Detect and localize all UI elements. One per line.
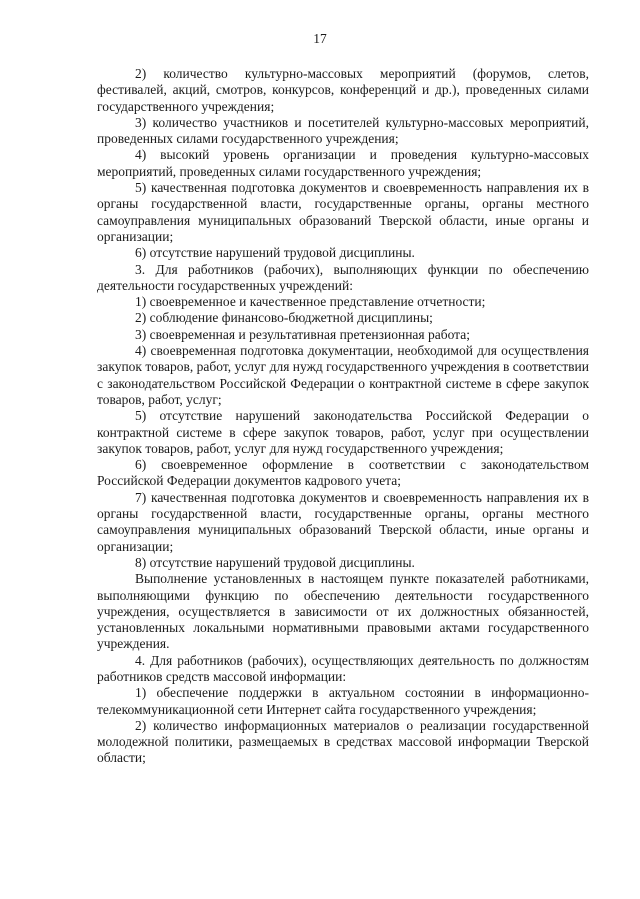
paragraph: 6) своевременное оформление в соответствии с законодательством Российской Федерации документов кадрового учета; <box>97 457 589 489</box>
paragraph: 2) количество культурно-массовых мероприятий (форумов, слетов, фестивалей, акций, смотров, конкурсов, конференций и др.), проведенных силами государственного учреждения; <box>97 66 589 114</box>
page-number: 17 <box>313 31 327 46</box>
paragraph: 7) качественная подготовка документов и своевременность направления их в органы государственной власти, государственные органы, органы местного самоуправления муниципальных образований Тверской области, иные органы и организации; <box>97 489 589 554</box>
document-body <box>97 66 589 767</box>
paragraph: 2) соблюдение финансово-бюджетной дисциплины; <box>135 310 433 326</box>
paragraph: 3) количество участников и посетителей культурно-массовых мероприятий, проведенных силами государственного учреждения; <box>97 114 589 147</box>
section-heading: 4. Для работников (рабочих), осуществляющих деятельность по должностям работников средств массовой информации: <box>97 652 589 684</box>
paragraph: Выполнение установленных в настоящем пункте показателей работниками, выполняющими функцию по обеспечению деятельности государственного учреждения, осуществляется в зависимости от их должностных обязанностей, установленных локальными нормативными правовыми актами государственного учреждения. <box>97 571 589 652</box>
paragraph: 2) количество информационных материалов о реализации государственной молодежной политики, размещаемых в средствах массовой информации Тверской области; <box>97 717 589 766</box>
paragraph: 8) отсутствие нарушений трудовой дисциплины. <box>135 554 415 570</box>
paragraph: 1) обеспечение поддержки в актуальном состоянии в информационно-телекоммуникационной сети Интернет сайта государственного учреждения; <box>97 685 589 717</box>
paragraph: 6) отсутствие нарушений трудовой дисциплины. <box>135 245 415 261</box>
paragraph: 4) высокий уровень организации и проведения культурно-массовых мероприятий, проведенных силами государственного учреждения; <box>97 147 589 179</box>
paragraph: 4) своевременная подготовка документации, необходимой для осуществления закупок товаров, работ, услуг для нужд государственного учреждения в соответствии с законодательством Российской Федерации о контрактной системе в сфере закупок товаров, работ, услуг; <box>97 343 589 407</box>
section-heading: 3. Для работников (рабочих), выполняющих функции по обеспечению деятельности государственных учреждений: <box>97 261 589 293</box>
paragraph: 5) отсутствие нарушений законодательства Российской Федерации о контрактной системе в сфере закупок товаров, работ, услуг при осуществлении закупок товаров, работ, услуг для нужд государственного учреждения; <box>97 408 589 456</box>
paragraph: 3) своевременная и результативная претензионная работа; <box>135 326 470 342</box>
paragraph: 1) своевременное и качественное представление отчетности; <box>135 294 486 310</box>
paragraph: 5) качественная подготовка документов и своевременность направления их в органы государственной власти, государственные органы, органы местного самоуправления муниципальных образований Тверской области, иные органы и организации; <box>97 180 589 244</box>
